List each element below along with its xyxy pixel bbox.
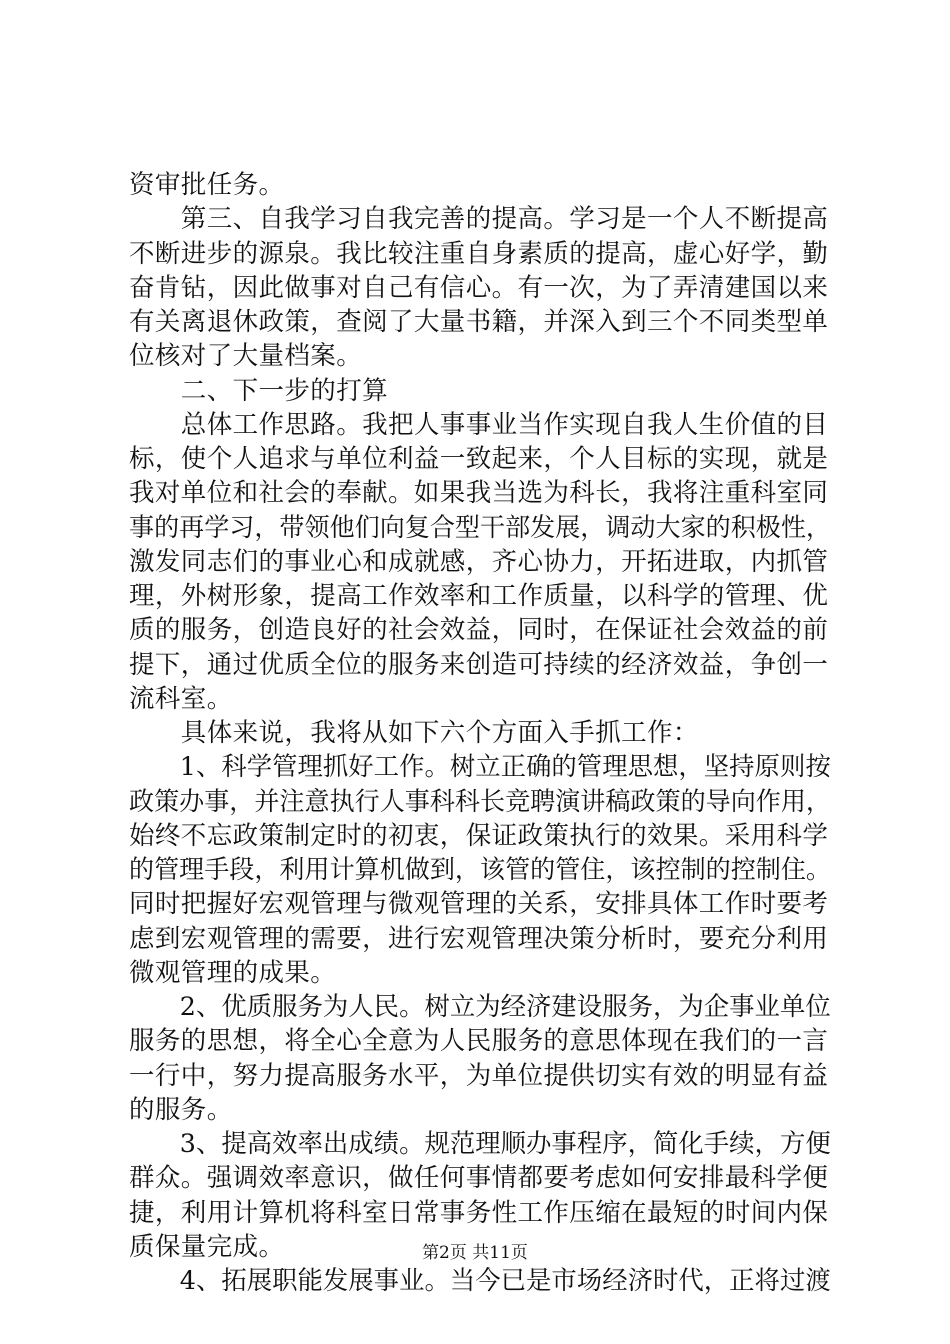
text-line: 资审批任务。 [129, 170, 285, 200]
text-line: 质保量完成。 [129, 1231, 285, 1262]
text-line: 总体工作思路。我把人事事业当作实现自我人生价值的目 [129, 409, 829, 440]
text-line: 政策办事，并注意执行人事科科长竞聘演讲稿政策的导向作用， [129, 786, 832, 817]
text-line: 有关离退休政策，查阅了大量书籍，并深入到三个不同类型单 [129, 307, 829, 337]
text-line: 理，外树形象，提高工作效率和工作质量，以科学的管理、优 [129, 581, 829, 611]
text-line: 捷，利用计算机将科室日常事务性工作压缩在最短的时间内保 [129, 1197, 829, 1228]
text-line: 微观管理的成果。 [129, 957, 337, 988]
text-line: 流科室。 [129, 683, 233, 714]
body-text [129, 168, 831, 1298]
text-line: 位核对了大量档案。 [129, 341, 363, 372]
text-line: 激发同志们的事业心和成就感，齐心协力，开拓进取，内抓管 [129, 546, 829, 577]
text-line: 1、科学管理抓好工作。树立正确的管理思想，坚持原则按 [129, 752, 831, 783]
text-line: 质的服务，创造良好的社会效益，同时，在保证社会效益的前 [129, 615, 829, 646]
text-line: 具体来说，我将从如下六个方面入手抓工作： [129, 718, 699, 748]
text-line: 标，使个人追求与单位利益一致起来，个人目标的实现，就是 [129, 444, 829, 474]
text-line: 同时把握好宏观管理与微观管理的关系，安排具体工作时要考 [129, 889, 829, 920]
text-line: 服务的思想，将全心全意为人民服务的意思体现在我们的一言 [129, 1026, 829, 1057]
text-line: 提下，通过优质全位的服务来创造可持续的经济效益，争创一 [129, 649, 829, 680]
text-line: 3、提高效率出成绩。规范理顺办事程序，简化手续，方便 [129, 1129, 831, 1159]
text-line: 始终不忘政策制定时的初衷，保证政策执行的效果。采用科学 [129, 820, 829, 851]
text-line: 的管理手段，利用计算机做到，该管的管住，该控制的控制住。 [129, 855, 832, 885]
text-line: 2、优质服务为人民。树立为经济建设服务，为企事业单位 [129, 992, 831, 1022]
text-line: 群众。强调效率意识，做任何事情都要考虑如何安排最科学便 [129, 1163, 829, 1194]
text-line: 不断进步的源泉。我比较注重自身素质的提高，虚心好学，勤 [129, 238, 829, 269]
text-line: 奋肯钻，因此做事对自己有信心。有一次，为了弄清建国以来 [129, 272, 829, 303]
text-line: 我对单位和社会的奉献。如果我当选为科长，我将注重科室同 [129, 478, 829, 509]
text-line: 第三、自我学习自我完善的提高。学习是一个人不断提高 [129, 204, 829, 235]
text-line: 一行中，努力提高服务水平，为单位提供切实有效的明显有益 [129, 1060, 829, 1091]
text-line: 虑到宏观管理的需要，进行宏观管理决策分析时，要充分利用 [129, 923, 829, 954]
text-line: 二、下一步的打算 [129, 375, 389, 406]
text-line: 4、拓展职能发展事业。当今已是市场经济时代，正将过渡 [129, 1266, 831, 1296]
text-line: 的服务。 [129, 1094, 233, 1125]
text-line: 事的再学习，带领他们向复合型干部发展，调动大家的积极性， [129, 512, 832, 543]
page-footer: 第2页 共11页 [422, 1243, 528, 1263]
